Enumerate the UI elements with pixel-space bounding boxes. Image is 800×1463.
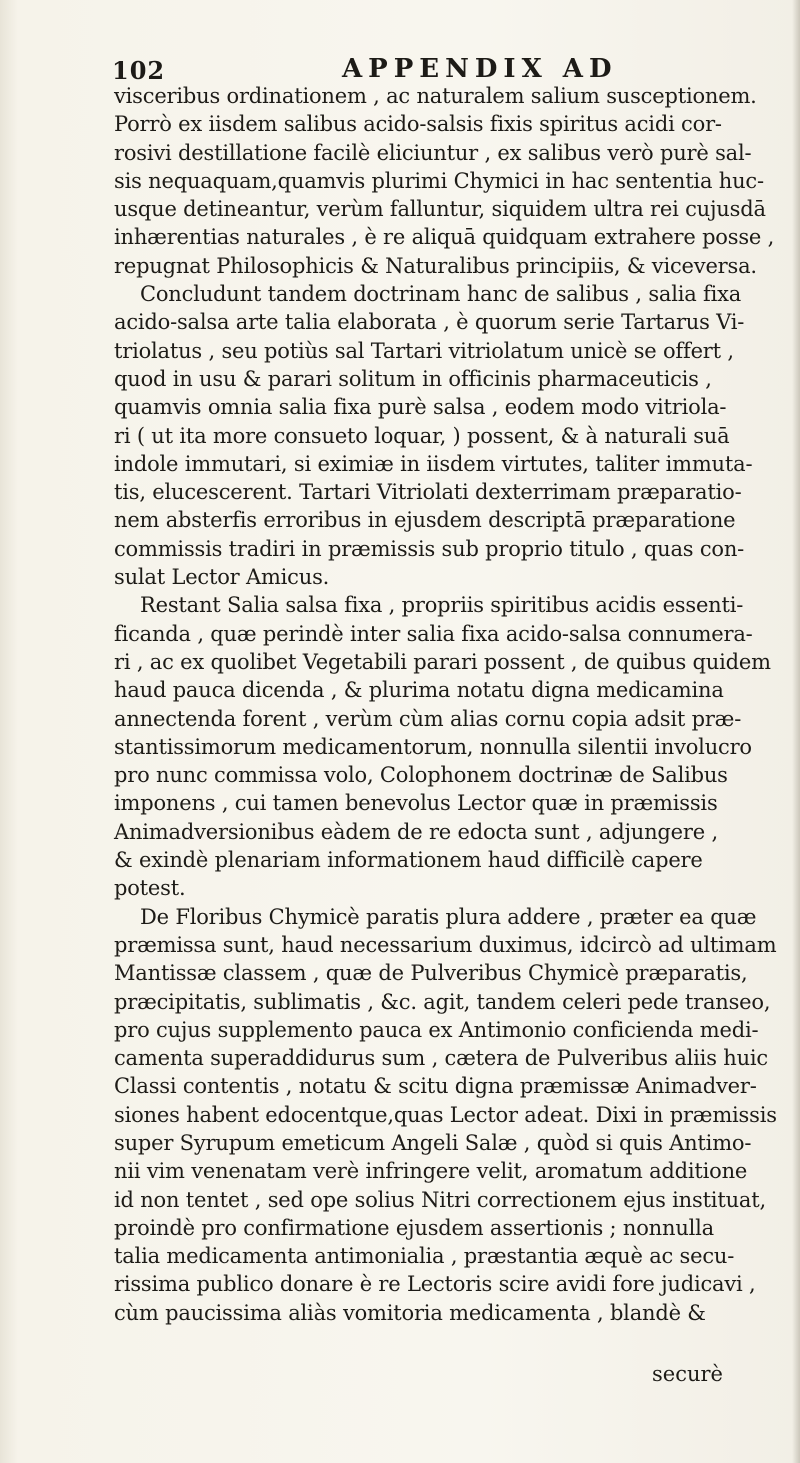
text-line: triolatus , seu potiùs sal Tartari vitriolatum unicè se offert , [114, 338, 734, 363]
text-line: præcipitatis, sublimatis , &c. agit, tandem celeri pede transeo, [114, 989, 771, 1014]
catchword: securè [652, 1362, 723, 1386]
text-line: nii vim venenatam verè infringere velit, aromatum additione [114, 1159, 748, 1184]
text-line: haud pauca dicenda , & plurima notatu digna medicamina [114, 678, 724, 703]
text-line: Concludunt tandem doctrinam hanc de salibus , salia fixa [140, 282, 742, 307]
text-line: ficanda , quæ perindè inter salia fixa acido-salsa connumera- [114, 621, 753, 646]
text-line: acido-salsa arte talia elaborata , è quorum serie Tartarus Vi- [114, 310, 745, 335]
text-line: repugnat Philosophicis & Naturalibus principiis, & viceversa. [114, 253, 757, 278]
text-line: Animadversionibus eàdem de re edocta sunt , adjungere , [114, 819, 718, 844]
text-line: super Syrupum emeticum Angeli Salæ , quòd si quis Antimo- [114, 1130, 752, 1155]
text-line: cùm paucissima aliàs vomitoria medicamenta , blandè & [114, 1300, 706, 1325]
text-line: indole immutari, si eximiæ in iisdem virtutes, taliter immuta- [114, 451, 753, 476]
text-line: Mantissæ classem , quæ de Pulveribus Chymicè præparatis, [114, 961, 748, 986]
text-line: camenta superaddidurus sum , cætera de Pulveribus aliis huic [114, 1046, 768, 1071]
text-line: annectenda forent , verùm cùm alias cornu copia adsit præ- [114, 706, 742, 731]
text-line: rosivi destillatione facilè eliciuntur , ex salibus verò purè sal- [114, 140, 752, 165]
text-line: quod in usu & parari solitum in officinis pharmaceuticis , [114, 366, 712, 391]
text-line: imponens , cui tamen benevolus Lector quæ in præmissis [114, 791, 718, 816]
text-line: siones habent edocentque,quas Lector adeat. Dixi in præmissis [114, 1102, 777, 1127]
text-line: ri ( ut ita more consueto loquar, ) possent, & à naturali suā [114, 423, 730, 448]
running-head: APPENDIX AD [342, 54, 618, 84]
text-line: talia medicamenta antimonialia , præstantia æquè ac secu- [114, 1244, 735, 1269]
text-line: commissis tradiri in præmissis sub proprio titulo , quas con- [114, 536, 745, 561]
body-text [114, 82, 777, 1327]
page-number: 102 [112, 56, 166, 85]
text-line: De Floribus Chymicè paratis plura addere , præter ea quæ [140, 904, 757, 929]
text-line: visceribus ordinationem , ac naturalem salium susceptionem. [114, 84, 757, 108]
text-line: præmissa sunt, haud necessarium duximus, idcircò ad ultimam [114, 932, 777, 957]
text-line: tis, elucescerent. Tartari Vitriolati dexterrimam præparatio- [114, 480, 742, 505]
text-line: id non tentet , sed ope solius Nitri correctionem ejus instituat, [114, 1187, 766, 1212]
text-line: potest. [114, 876, 186, 901]
text-line: sulat Lector Amicus. [114, 565, 330, 590]
text-line: Porrò ex iisdem salibus acido-salsis fixis spiritus acidi cor- [114, 112, 722, 137]
text-line: & exindè plenariam informationem haud difficilè capere [114, 848, 703, 873]
text-line: nem absterfis erroribus in ejusdem descriptā præparatione [114, 508, 736, 533]
text-line: rissima publico donare è re Lectoris scire avidi fore judicavi , [114, 1272, 756, 1297]
text-line: stantissimorum medicamentorum, nonnulla silentii involucro [114, 734, 752, 759]
text-line: quamvis omnia salia fixa purè salsa , eodem modo vitriola- [114, 395, 727, 420]
text-line: usque detineantur, verùm falluntur, siquidem ultra rei cujusdā [114, 197, 766, 222]
text-line: pro nunc commissa volo, Colophonem doctrinæ de Salibus [114, 763, 728, 788]
text-line: sis nequaquam,quamvis plurimi Chymici in hac sententia huc- [114, 168, 764, 193]
text-line: Restant Salia salsa fixa , propriis spiritibus acidis essenti- [140, 593, 744, 618]
text-line: pro cujus supplemento pauca ex Antimonio conficienda medi- [114, 1017, 759, 1042]
text-line: ri , ac ex quolibet Vegetabili parari possent , de quibus quidem [114, 649, 771, 674]
text-line: proindè pro confirmatione ejusdem assertionis ; nonnulla [114, 1215, 715, 1240]
text-line: Classi contentis , notatu & scitu digna præmissæ Animadver- [114, 1074, 757, 1099]
text-line: inhærentias naturales , è re aliquā quidquam extrahere posse , [114, 225, 775, 250]
